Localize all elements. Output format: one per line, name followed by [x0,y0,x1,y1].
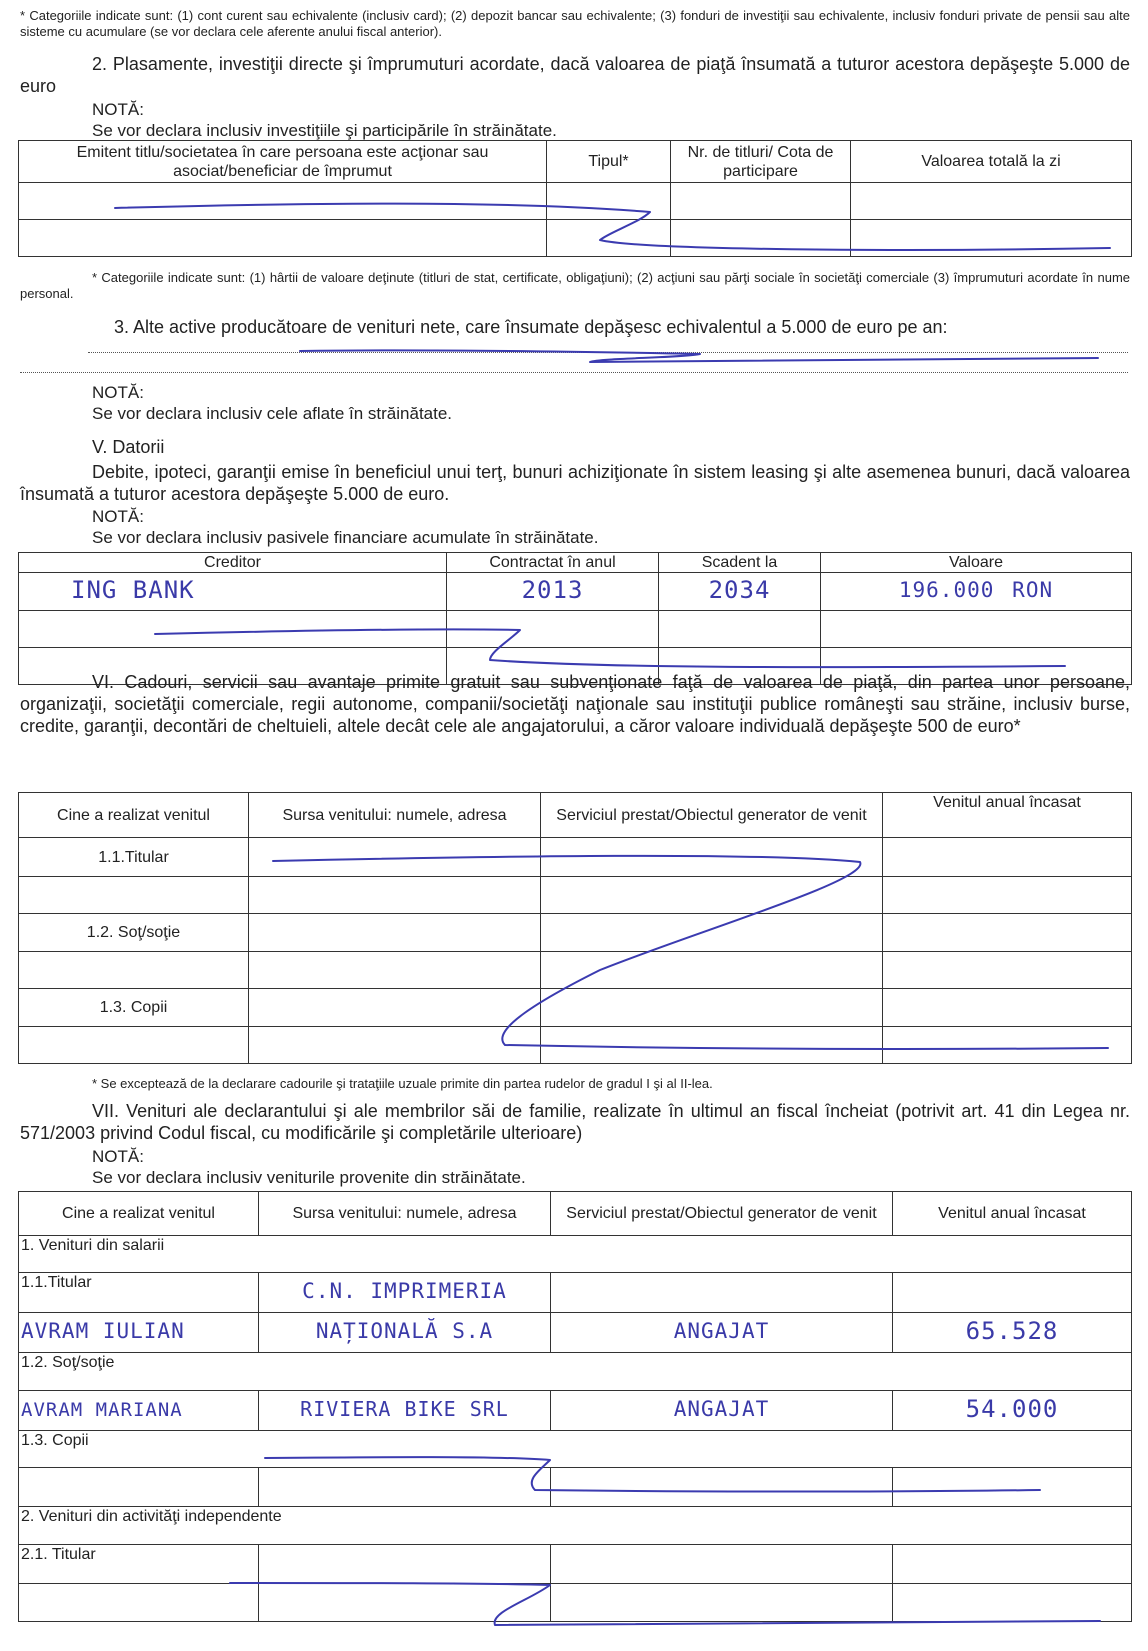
source-cell [259,1313,551,1353]
table-cell [249,914,541,952]
header-venitul: Venitul anual încasat [883,793,1132,838]
creditor-value: ING BANK [71,575,195,604]
source-cell [259,1391,551,1431]
table-cell [893,1545,1132,1584]
table-cell [551,1584,893,1622]
table-cell [19,1584,259,1622]
table-cell [893,1584,1132,1622]
section-iv2-footnote: * Categoriile indicate sunt: (1) hârtii de valoare deţinute (titluri de stat, certificate, obligaţiuni); (2) acţiuni sau părţi sociale în societăţi comerciale (3) împrumuturi acordate în nume personal. [20,270,1130,301]
table-cell [19,183,547,220]
table-cell [19,220,547,257]
section-vi-text: VI. Cadouri, servicii sau avantaje primite gratuit sau subvenţionate faţă de valoarea de piaţă, din partea unor persoane, organizaţii, societăţii comerciale, regii autonome, companii/societăţi naţionale sau instituţii publice româneşti sau străine, inclusiv burse, credite, garanţii, decontări de cheltuieli, altele decât cele ale angajatorului, a căror valoare individuală depăşeşte 500 de euro* [20,672,1130,736]
dotted-line [88,352,1128,353]
footnote-categories-1: * Categoriile indicate sunt: (1) cont curent sau echivalente (inclusiv card); (2) depozit bancar sau echivalente; (3) fonduri de investiţii sau echivalente, inclusiv fonduri private de pensii sau alte sisteme cu acumulare (se vor declara cele aferente anului fiscal anterior). [20,8,1130,39]
table-cell [259,1468,551,1507]
table-cell [19,1027,249,1064]
table-cell [547,220,671,257]
table-cell [19,952,249,989]
table-cell [659,611,821,648]
table-cell [249,952,541,989]
section-vii-nota-text: Se vor declara inclusiv veniturile provenite din străinătate. [92,1168,526,1187]
due-cell [659,573,821,611]
table-cell [851,220,1132,257]
table-cell [249,838,541,877]
table-cell [821,611,1132,648]
header-sursa: Sursa venitului: numele, adresa [249,793,541,838]
table-cell [541,952,883,989]
row-label-spouse: 1.2. Soţ/soţie [19,914,249,952]
table-cell [259,1584,551,1622]
spouse-name: AVRAM MARIANA [21,1398,183,1421]
group-independent: 2. Venituri din activităţi independente [19,1507,1132,1545]
table-cell [547,183,671,220]
section-v-nota-text: Se vor declara inclusiv pasivele financiare acumulate în străinătate. [92,528,599,547]
table-cell [249,989,541,1027]
table-cell [19,1468,259,1507]
spouse-name-cell [19,1391,259,1431]
table-cell [883,877,1132,914]
table-cell [671,220,851,257]
table-cell [541,914,883,952]
section-iv2-nota-label: NOTĂ: [92,100,144,119]
table-cell [671,183,851,220]
table-cell [883,914,1132,952]
titular-income: 65.528 [965,1316,1059,1345]
section-vii-text: VII. Venituri ale declarantului şi ale membrilor săi de familie, realizate în ultimul an fiscal încheiat (potrivit art. 41 din Legea nr. 571/2003 privind Codul fiscal, cu modificările şi completările ulterioare) [20,1101,1130,1143]
header-serviciul: Serviciul prestat/Obiectul generator de venit [551,1192,893,1236]
table-cell [893,1273,1132,1313]
row-label-children: 1.3. Copii [19,989,249,1027]
header-cine: Cine a realizat venitul [19,793,249,838]
service-cell [551,1313,893,1353]
contract-year-value: 2013 [521,575,584,604]
table-cell [541,1027,883,1064]
table-cell [541,989,883,1027]
debt-amount: 196.000 [898,578,995,602]
titular-service: ANGAJAT [673,1319,770,1343]
spouse-source: RIVIERA BIKE SRL [300,1397,509,1421]
section-iv3-heading: 3. Alte active producătoare de venituri nete, care însumate depăşesc echivalentul a 5.000 de euro pe an: [114,317,948,337]
header-venitul: Venitul anual încasat [893,1192,1132,1236]
row-label-group2-titular: 2.1. Titular [19,1545,259,1584]
header-nr-titluri: Nr. de titluri/ Cota de participare [671,141,851,183]
value-cell [821,573,1132,611]
income-cell [893,1313,1132,1353]
section-iv2-heading: 2. Plasamente, investiţii directe şi împrumuturi acordate, dacă valoarea de piaţă însumată a tuturor acestora depăşeşte 5.000 de euro [20,54,1130,96]
header-contractat: Contractat în anul [447,553,659,573]
table-cell [447,611,659,648]
header-tipul: Tipul* [547,141,671,183]
table-cell [883,952,1132,989]
table-cell [541,877,883,914]
row-label-spouse: 1.2. Soţ/soţie [19,1353,1132,1391]
table-cell [551,1273,893,1313]
year-cell [447,573,659,611]
service-cell [551,1391,893,1431]
gifts-table [18,792,1132,1064]
titular-source-line2: NAȚIONALĂ S.A [315,1319,494,1343]
row-label-titular: 1.1.Titular [19,838,249,877]
table-cell [551,1468,893,1507]
table-cell [851,183,1132,220]
table-cell [551,1545,893,1584]
table-cell [541,838,883,877]
header-creditor: Creditor [19,553,447,573]
spouse-income: 54.000 [965,1394,1059,1423]
debts-table [18,552,1132,685]
income-table [18,1191,1132,1622]
spouse-service: ANGAJAT [673,1397,770,1421]
section-v-title: V. Datorii [92,437,165,457]
section-iv3-nota-label: NOTĂ: [92,383,144,402]
dotted-line [20,372,1128,373]
income-cell [893,1391,1132,1431]
section-iv3-nota-text: Se vor declara inclusiv cele aflate în străinătate. [92,404,453,423]
table-cell [249,1027,541,1064]
section-v-nota-label: NOTĂ: [92,507,144,526]
header-valoare: Valoare [821,553,1132,573]
header-cine: Cine a realizat venitul [19,1192,259,1236]
header-scadent: Scadent la [659,553,821,573]
debt-currency: RON [1012,578,1054,602]
section-v-text: Debite, ipoteci, garanţii emise în beneficiul unui terţ, bunuri achiziţionate în sistem leasing şi alte asemenea bunuri, dacă valoarea însumată a tuturor acestora depăşeşte 5.000 de euro. [20,462,1130,504]
creditor-cell [19,573,447,611]
table-cell [883,989,1132,1027]
table-cell [19,611,447,648]
due-year-value: 2034 [708,575,771,604]
table-cell [883,1027,1132,1064]
header-emitent: Emitent titlu/societatea în care persoana este acţionar sau asociat/beneficiar de împrumut [19,141,547,183]
table-cell [19,877,249,914]
titular-source-line1: C.N. IMPRIMERIA [302,1279,507,1303]
section-vii-nota-label: NOTĂ: [92,1147,144,1166]
section-vi-footnote: * Se exceptează de la declarare cadourile şi trataţiile uzuale primite din partea rudelor de gradul I şi al II-lea. [92,1076,713,1091]
titular-name-cell [19,1313,259,1353]
titular-name: AVRAM IULIAN [21,1319,185,1343]
investments-table [18,140,1132,257]
table-cell [249,877,541,914]
header-valoarea: Valoarea totală la zi [851,141,1132,183]
table-cell [893,1468,1132,1507]
header-sursa: Sursa venitului: numele, adresa [259,1192,551,1236]
row-label-titular: 1.1.Titular [19,1273,259,1313]
header-serviciul: Serviciul prestat/Obiectul generator de venit [541,793,883,838]
table-cell [883,838,1132,877]
source-cell [259,1273,551,1313]
group-salaries: 1. Venituri din salarii [19,1236,1132,1273]
section-iv2-nota-text: Se vor declara inclusiv investiţiile şi participările în străinătate. [92,121,557,140]
table-cell [259,1545,551,1584]
row-label-children: 1.3. Copii [19,1431,1132,1468]
